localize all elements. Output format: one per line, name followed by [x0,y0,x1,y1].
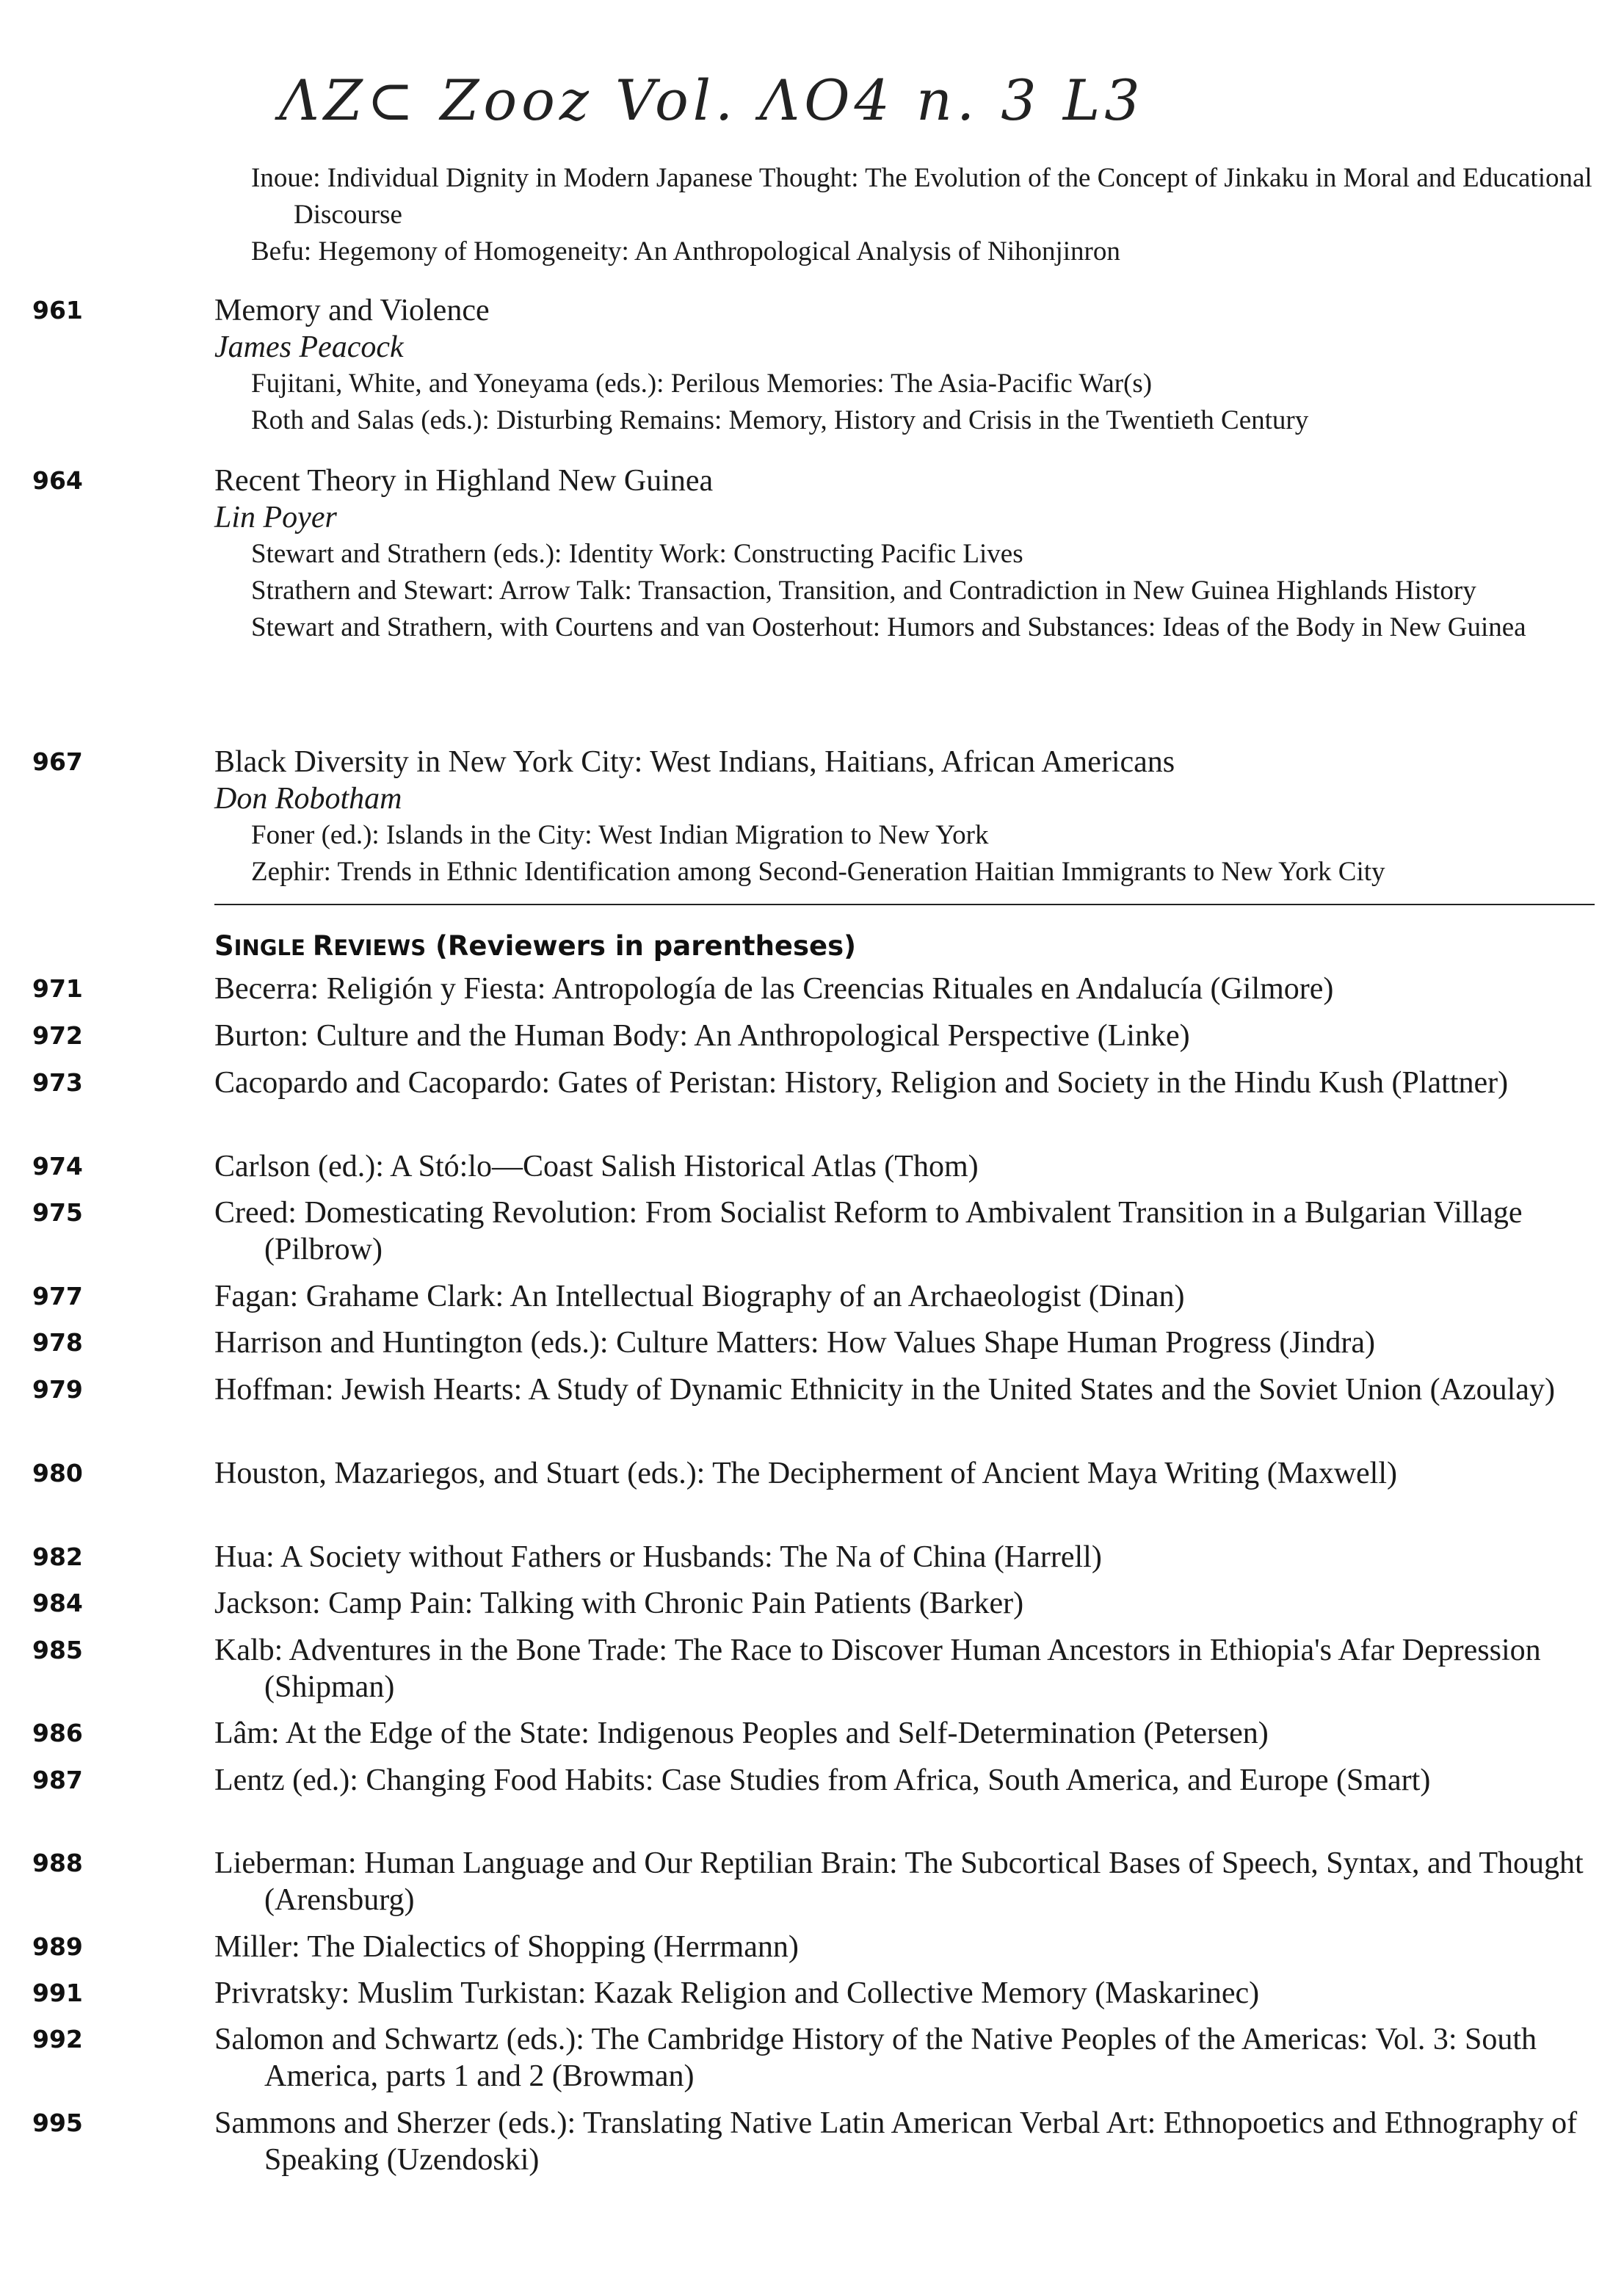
page-number: 974 [32,1152,83,1181]
review-citation: Cacopardo and Cacopardo: Gates of Peristan: History, Religion and Society in the Hindu Kush (Plattner) [214,1066,1509,1100]
page-number: 971 [32,974,83,1003]
review-citation: Harrison and Huntington (eds.): Culture Matters: How Values Shape Human Progress (Jindra) [214,1326,1375,1360]
page-number: 972 [32,1021,83,1050]
review-citation: Miller: The Dialectics of Shopping (Herrmann) [214,1930,799,1964]
essay-title: Recent Theory in Highland New Guinea [214,464,714,498]
page-number: 992 [32,2025,83,2053]
essay-author: Lin Poyer [214,501,337,534]
handwritten-note: ΛZ⊂ Zooz Vol. ΛO4 n. 3 L3 [279,68,1145,133]
book-citation: Strathern and Stewart: Arrow Talk: Transaction, Transition, and Contradiction in New Guinea Highlands History [251,576,1476,606]
page-number: 982 [32,1542,83,1571]
review-citation: Lentz (ed.): Changing Food Habits: Case Studies from Africa, South America, and Europe (Smart) [214,1763,1431,1797]
book-citation: Stewart and Strathern (eds.): Identity Work: Constructing Pacific Lives [251,539,1023,569]
review-citation: Creed: Domesticating Revolution: From Socialist Reform to Ambivalent Transition in a Bulgarian Village (Pilbrow) [214,1196,1523,1266]
review-citation: Kalb: Adventures in the Bone Trade: The Race to Discover Human Ancestors in Ethiopia's Afar Depression (Shipman) [214,1634,1541,1704]
review-citation: Salomon and Schwartz (eds.): The Cambridge History of the Native Peoples of the Americas: Vol. 3: South America, parts 1 and 2 (Browman) [214,2023,1537,2093]
essay-author: James Peacock [214,330,404,364]
page-number: 991 [32,1979,83,2007]
page-number: 987 [32,1766,83,1794]
review-essay-body [214,463,1595,646]
heading-letter: R [312,930,334,962]
book-citation: Befu: Hegemony of Homogeneity: An Anthropological Analysis of Nihonjinron [251,236,1120,267]
page-number: 988 [32,1849,83,1877]
page-number: 961 [32,296,83,325]
page-number: 989 [32,1932,83,1961]
page-number: 978 [32,1328,83,1357]
review-citation: Fagan: Grahame Clark: An Intellectual Biography of an Archaeologist (Dinan) [214,1280,1185,1313]
heading-rest: (Reviewers in parentheses) [426,930,857,962]
page-number: 984 [32,1589,83,1617]
review-citation: Hoffman: Jewish Hearts: A Study of Dynamic Ethnicity in the United States and the Soviet Union (Azoulay) [214,1373,1555,1407]
page-number: 985 [32,1636,83,1664]
essay-title: Black Diversity in New York City: West Indians, Haitians, African Americans [214,745,1175,779]
review-citation: Sammons and Sherzer (eds.): Translating Native Latin American Verbal Art: Ethnopoetics and Ethnography of Speaking (Uzendoski) [214,2106,1578,2177]
book-citation: Stewart and Strathern, with Courtens and van Oosterhout: Humors and Substances: Ideas of the Body in New Guinea [251,612,1526,642]
section-divider [214,904,1595,905]
essay-title: Memory and Violence [214,294,490,327]
essay-author: Don Robotham [214,782,402,816]
book-citation: Fujitani, White, and Yoneyama (eds.): Perilous Memories: The Asia-Pacific War(s) [251,369,1153,399]
review-citation: Hua: A Society without Fathers or Husbands: The Na of China (Harrell) [214,1540,1102,1574]
review-citation: Lâm: At the Edge of the State: Indigenous Peoples and Self-Determination (Petersen) [214,1716,1269,1750]
page-number: 973 [32,1068,83,1097]
review-citation: Houston, Mazariegos, and Stuart (eds.): The Decipherment of Ancient Maya Writing (Maxwell) [214,1457,1397,1490]
review-essay-body [214,744,1595,891]
book-citation: Foner (ed.): Islands in the City: West Indian Migration to New York [251,820,989,850]
review-citation: Lieberman: Human Language and Our Reptilian Brain: The Subcortical Bases of Speech, Syntax, and Thought (Arensburg) [214,1846,1584,1917]
book-citation: Zephir: Trends in Ethnic Identification among Second-Generation Haitian Immigrants to New York City [251,857,1385,887]
review-citation: Jackson: Camp Pain: Talking with Chronic Pain Patients (Barker) [214,1587,1024,1620]
review-essay-body [214,292,1595,439]
review-citation: Burton: Culture and the Human Body: An Anthropological Perspective (Linke) [214,1019,1190,1053]
page-number: 986 [32,1719,83,1747]
page-number: 995 [32,2109,83,2137]
previous-essay-books [251,160,1602,270]
book-citation: Inoue: Individual Dignity in Modern Japanese Thought: The Evolution of the Concept of Jinkaku in Moral and Educational Discourse [251,163,1592,230]
heading-smallcaps: INGLE [233,935,313,960]
page-number: 967 [32,747,83,776]
review-citation: Privratsky: Muslim Turkistan: Kazak Religion and Collective Memory (Maskarinec) [214,1976,1260,2010]
review-citation: Becerra: Religión y Fiesta: Antropología de las Creencias Rituales en Andalucía (Gilmore) [214,972,1334,1006]
review-citation: Carlson (ed.): A Stó:lo—Coast Salish Historical Atlas (Thom) [214,1150,979,1183]
heading-smallcaps: EVIEWS [333,935,427,960]
page-number: 964 [32,466,83,495]
heading-letter: S [214,930,234,962]
single-reviews-heading [214,928,856,966]
book-citation: Roth and Salas (eds.): Disturbing Remains: Memory, History and Crisis in the Twentieth Century [251,405,1309,435]
page-number: 977 [32,1282,83,1310]
page-number: 980 [32,1459,83,1487]
page-number: 975 [32,1198,83,1227]
page-number: 979 [32,1375,83,1404]
